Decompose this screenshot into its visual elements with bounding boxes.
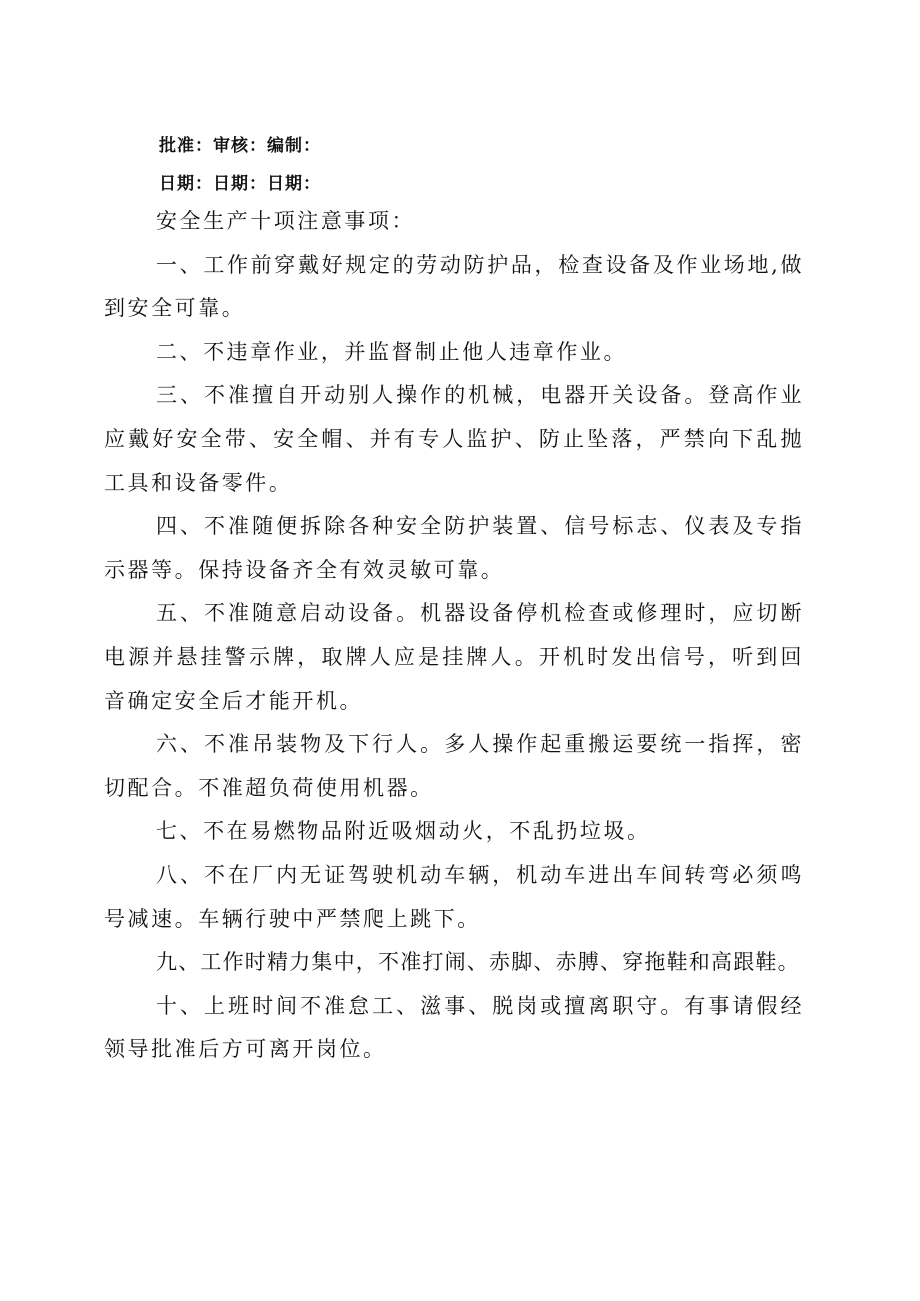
rule-item-8: 八、不在厂内无证驾驶机动车辆，机动车进出车间转弯必须鸣号减速。车辆行驶中严禁爬上跳下。: [104, 862, 804, 931]
document-title: 安全生产十项注意事项：: [156, 209, 416, 233]
rule-item-10: 十、上班时间不准怠工、滋事、脱岗或擅离职守。有事请假经领导批准后方可离开岗位。: [104, 993, 804, 1062]
rule-item-4: 四、不准随便拆除各种安全防护装置、信号标志、仪表及专指示器等。保持设备齐全有效灵敏可靠。: [104, 514, 804, 582]
approval-signature-line: 批准：审核：编制：: [159, 136, 321, 156]
rule-item-5: 五、不准随意启动设备。机器设备停机检查或修理时，应切断电源并悬挂警示牌，取牌人应是挂牌人。开机时发出信号，听到回音确定安全后才能开机。: [104, 601, 804, 713]
rule-item-3: 三、不准擅自开动别人操作的机械，电器开关设备。登高作业应戴好安全带、安全帽、并有专人监护、防止坠落，严禁向下乱抛工具和设备零件。: [104, 383, 804, 495]
rule-item-2: 二、不违章作业，并监督制止他人违章作业。: [156, 339, 627, 364]
document-body: [104, 200, 804, 1072]
rule-item-1: 一、工作前穿戴好规定的劳动防护品，检查设备及作业场地,做到安全可靠。: [104, 252, 804, 321]
rule-item-6: 六、不准吊装物及下行人。多人操作起重搬运要统一指挥，密切配合。不准超负荷使用机器。: [104, 732, 804, 800]
rule-item-9: 九、工作时精力集中，不准打闹、赤脚、赤膊、穿拖鞋和高跟鞋。: [156, 950, 800, 975]
rule-item-7: 七、不在易燃物品附近吸烟动火，不乱扔垃圾。: [156, 819, 651, 844]
date-signature-line: 日期：日期：日期：: [159, 174, 321, 194]
